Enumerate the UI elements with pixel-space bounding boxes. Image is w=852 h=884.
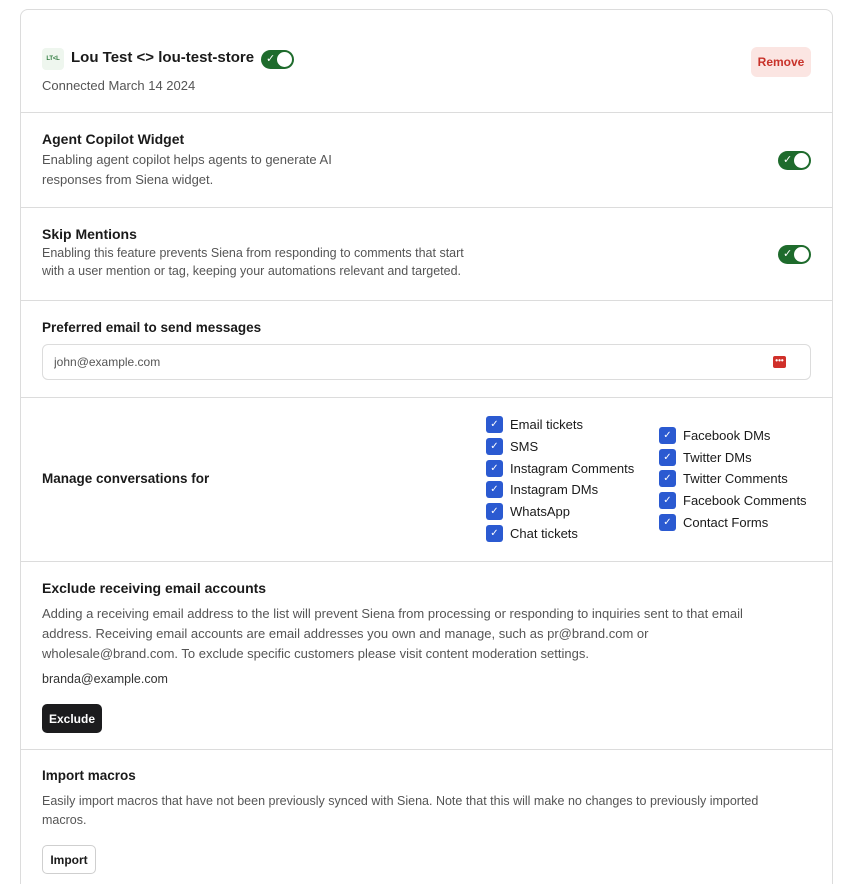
channel-checkbox-whatsapp[interactable]: [486, 502, 570, 520]
channel-label: WhatsApp: [510, 503, 570, 519]
checkbox-checked-icon[interactable]: ✓: [486, 503, 503, 520]
manage-conversations-section: [21, 398, 832, 562]
agent-copilot-description-line1: Enabling agent copilot helps agents to generate AI: [42, 152, 332, 167]
channel-label: Facebook Comments: [683, 492, 807, 508]
preferred-email-input[interactable]: [42, 344, 811, 380]
channel-label: Twitter DMs: [683, 449, 752, 465]
exclude-accounts-description-line2: address. Receiving email accounts are email addresses you own and manage, such as pr@brand.com or: [42, 626, 649, 641]
checkbox-checked-icon[interactable]: ✓: [659, 427, 676, 444]
channel-label: Email tickets: [510, 416, 583, 432]
channel-label: Facebook DMs: [683, 427, 771, 443]
store-title: Lou Test <> lou-test-store: [71, 49, 255, 66]
channel-label: Chat tickets: [510, 525, 578, 541]
manage-conversations-title: Manage conversations for: [42, 471, 210, 486]
channel-label: SMS: [510, 438, 539, 454]
checkbox-checked-icon[interactable]: ✓: [486, 460, 503, 477]
agent-copilot-title: Agent Copilot Widget: [42, 131, 185, 147]
exclude-button[interactable]: Exclude: [42, 704, 102, 733]
import-macros-title: Import macros: [42, 768, 136, 783]
skip-mentions-title: Skip Mentions: [42, 226, 137, 242]
import-button[interactable]: Import: [42, 845, 96, 874]
integration-toggle[interactable]: [261, 50, 294, 69]
channel-checkbox-twitter-dms[interactable]: [659, 448, 752, 466]
exclude-accounts-description-line1: Adding a receiving email address to the list will prevent Siena from processing or responding to inquiries sent to that email: [42, 606, 743, 621]
remove-button[interactable]: Remove: [751, 47, 811, 77]
agent-copilot-description-line2: responses from Siena widget.: [42, 172, 214, 187]
toggle-knob: [794, 153, 809, 168]
check-icon: ✓: [783, 154, 793, 166]
checkbox-checked-icon[interactable]: ✓: [659, 449, 676, 466]
agent-copilot-toggle[interactable]: [778, 151, 811, 170]
exclude-accounts-title: Exclude receiving email accounts: [42, 580, 267, 596]
toggle-knob: [794, 247, 809, 262]
toggle-knob: [277, 52, 292, 67]
channel-checkbox-email-tickets[interactable]: [486, 415, 583, 433]
channel-checkbox-twitter-comments[interactable]: [659, 469, 788, 487]
channel-label: Contact Forms: [683, 514, 769, 530]
channel-label: Instagram DMs: [510, 481, 599, 497]
channel-checkbox-facebook-dms[interactable]: [659, 426, 770, 444]
checkbox-checked-icon[interactable]: ✓: [486, 416, 503, 433]
import-macros-description-line2: macros.: [42, 813, 87, 827]
channel-checkbox-instagram-dms[interactable]: [486, 480, 598, 498]
checkbox-checked-icon[interactable]: ✓: [659, 470, 676, 487]
check-icon: ✓: [783, 248, 793, 260]
channel-label: Instagram Comments: [510, 460, 635, 476]
password-manager-icon[interactable]: •••: [773, 356, 786, 368]
exclude-accounts-description-line3: wholesale@brand.com. To exclude specific customers please visit content moderation settings.: [42, 646, 589, 661]
skip-mentions-description-line2: with a user mention or tag, keeping your automations relevant and targeted.: [42, 264, 462, 278]
checkbox-checked-icon[interactable]: ✓: [659, 514, 676, 531]
channel-checkbox-facebook-comments[interactable]: [659, 491, 807, 509]
excluded-email-value[interactable]: branda@example.com: [42, 672, 168, 686]
import-macros-section: [21, 750, 832, 884]
integration-header: [21, 10, 832, 113]
channel-checkbox-instagram-comments[interactable]: [486, 459, 634, 477]
channel-checkbox-chat-tickets[interactable]: [486, 524, 578, 542]
skip-mentions-toggle[interactable]: [778, 245, 811, 264]
preferred-email-title: Preferred email to send messages: [42, 320, 262, 335]
checkbox-checked-icon[interactable]: ✓: [659, 492, 676, 509]
checkbox-checked-icon[interactable]: ✓: [486, 525, 503, 542]
integration-card: [20, 9, 833, 884]
connected-date: Connected March 14 2024: [42, 78, 196, 93]
import-macros-description-line1: Easily import macros that have not been previously synced with Siena. Note that this will make no changes to previously imported: [42, 794, 759, 808]
exclude-accounts-section: [21, 562, 832, 750]
channel-checkbox-sms[interactable]: [486, 437, 538, 455]
check-icon: ✓: [266, 53, 276, 65]
checkbox-checked-icon[interactable]: ✓: [486, 438, 503, 455]
channel-checkbox-contact-forms[interactable]: [659, 513, 768, 531]
store-logo: LT<L: [42, 48, 64, 70]
skip-mentions-section: [21, 208, 832, 301]
agent-copilot-section: [21, 113, 832, 208]
channel-label: Twitter Comments: [683, 470, 788, 486]
checkbox-checked-icon[interactable]: ✓: [486, 481, 503, 498]
skip-mentions-description-line1: Enabling this feature prevents Siena from responding to comments that start: [42, 246, 464, 260]
